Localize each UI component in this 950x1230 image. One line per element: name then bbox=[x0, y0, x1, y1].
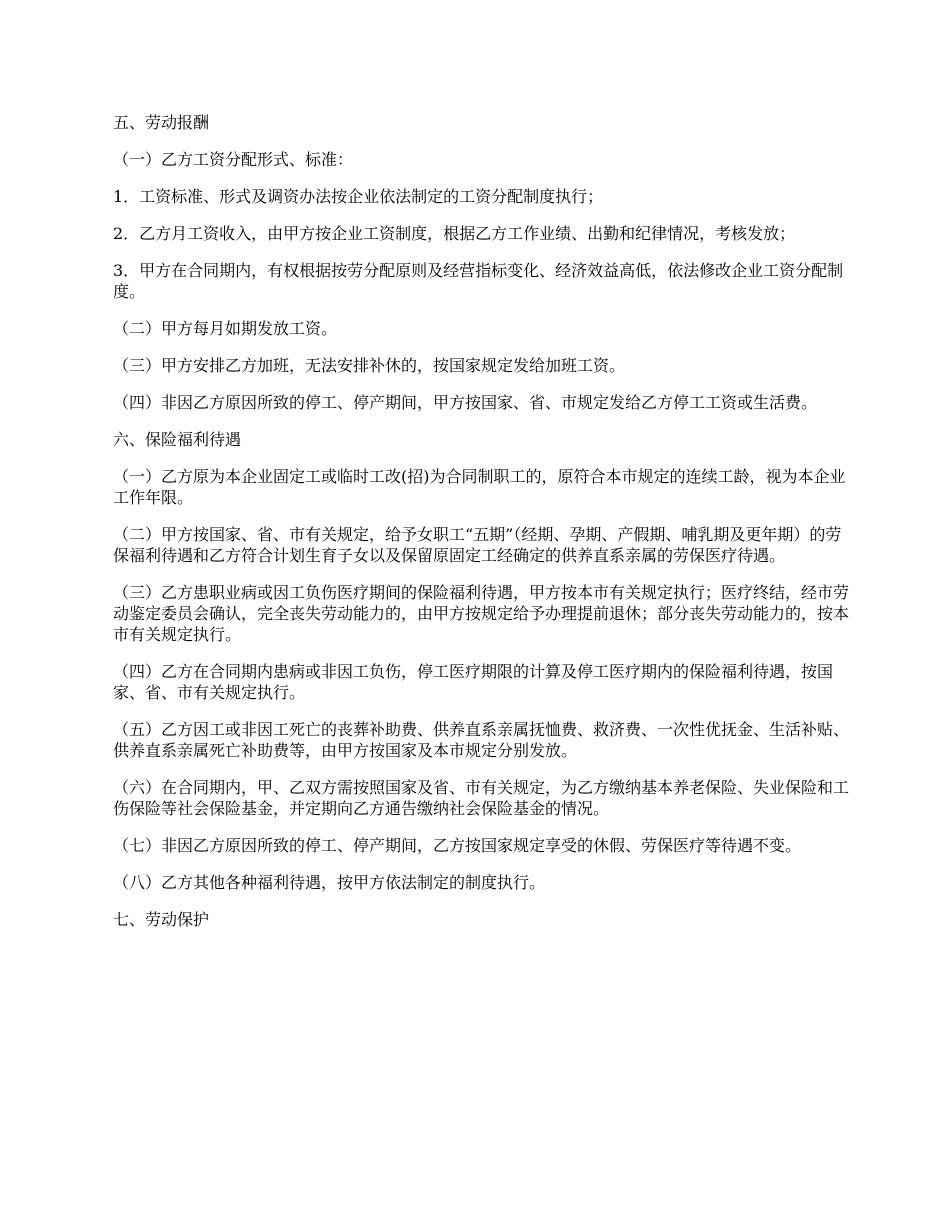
document-body bbox=[113, 112, 855, 946]
paragraph: （二）甲方每月如期发放工资。 bbox=[113, 319, 338, 338]
paragraph: （一）乙方原为本企业固定工或临时工改(招)为合同制职工的，原符合本市规定的连续工龄，视为本企业工作年限。 bbox=[113, 467, 846, 507]
section-heading-6: 六、保险福利待遇 bbox=[113, 430, 242, 449]
paragraph: （四）非因乙方原因所致的停工、停产期间，甲方按国家、省、市规定发给乙方停工工资或生活费。 bbox=[113, 393, 818, 412]
paragraph: （四）乙方在合同期内患病或非因工负伤，停工医疗期限的计算及停工医疗期内的保险福利待遇，按国家、省、市有关规定执行。 bbox=[113, 662, 834, 702]
paragraph: （七）非因乙方原因所致的停工、停产期间，乙方按国家规定享受的休假、劳保医疗等待遇不变。 bbox=[113, 836, 802, 855]
paragraph: （二）甲方按国家、省、市有关规定，给予女职工“五期”（经期、孕期、产假期、哺乳期及更年期）的劳保福利待遇和乙方符合计划生育子女以及保留原固定工经确定的供养直系亲属的劳保医疗待遇。 bbox=[113, 525, 842, 565]
section-heading-7: 七、劳动保护 bbox=[113, 910, 210, 929]
paragraph: 3．甲方在合同期内，有权根据按劳分配原则及经营指标变化、经济效益高低，依法修改企业工资分配制度。 bbox=[113, 261, 844, 301]
paragraph: （三）甲方安排乙方加班，无法安排补休的，按国家规定发给加班工资。 bbox=[113, 356, 626, 375]
paragraph: 1．工资标准、形式及调资办法按企业依法制定的工资分配制度执行； bbox=[113, 187, 604, 206]
section-heading-5: 五、劳动报酬 bbox=[113, 113, 210, 132]
paragraph: （六）在合同期内，甲、乙双方需按照国家及省、市有关规定，为乙方缴纳基本养老保险、失业保险和工伤保险等社会保险基金，并定期向乙方通告缴纳社会保险基金的情况。 bbox=[113, 778, 850, 818]
paragraph: （三）乙方患职业病或因工负伤医疗期间的保险福利待遇，甲方按本市有关规定执行；医疗终结，经市劳动鉴定委员会确认，完全丧失劳动能力的，由甲方按规定给予办理提前退休；部分丧失劳动能力的，按本市有关规定执行。 bbox=[113, 583, 850, 644]
paragraph: （一）乙方工资分配形式、标准： bbox=[113, 150, 354, 169]
paragraph: （八）乙方其他各种福利待遇，按甲方依法制定的制度执行。 bbox=[113, 873, 546, 892]
paragraph: （五）乙方因工或非因工死亡的丧葬补助费、供养直系亲属抚恤费、救济费、一次性优抚金、生活补贴、供养直系亲属死亡补助费等，由甲方按国家及本市规定分别发放。 bbox=[113, 720, 850, 760]
paragraph: 2．乙方月工资收入，由甲方按企业工资制度，根据乙方工作业绩、出勤和纪律情况，考核发放； bbox=[113, 224, 796, 243]
